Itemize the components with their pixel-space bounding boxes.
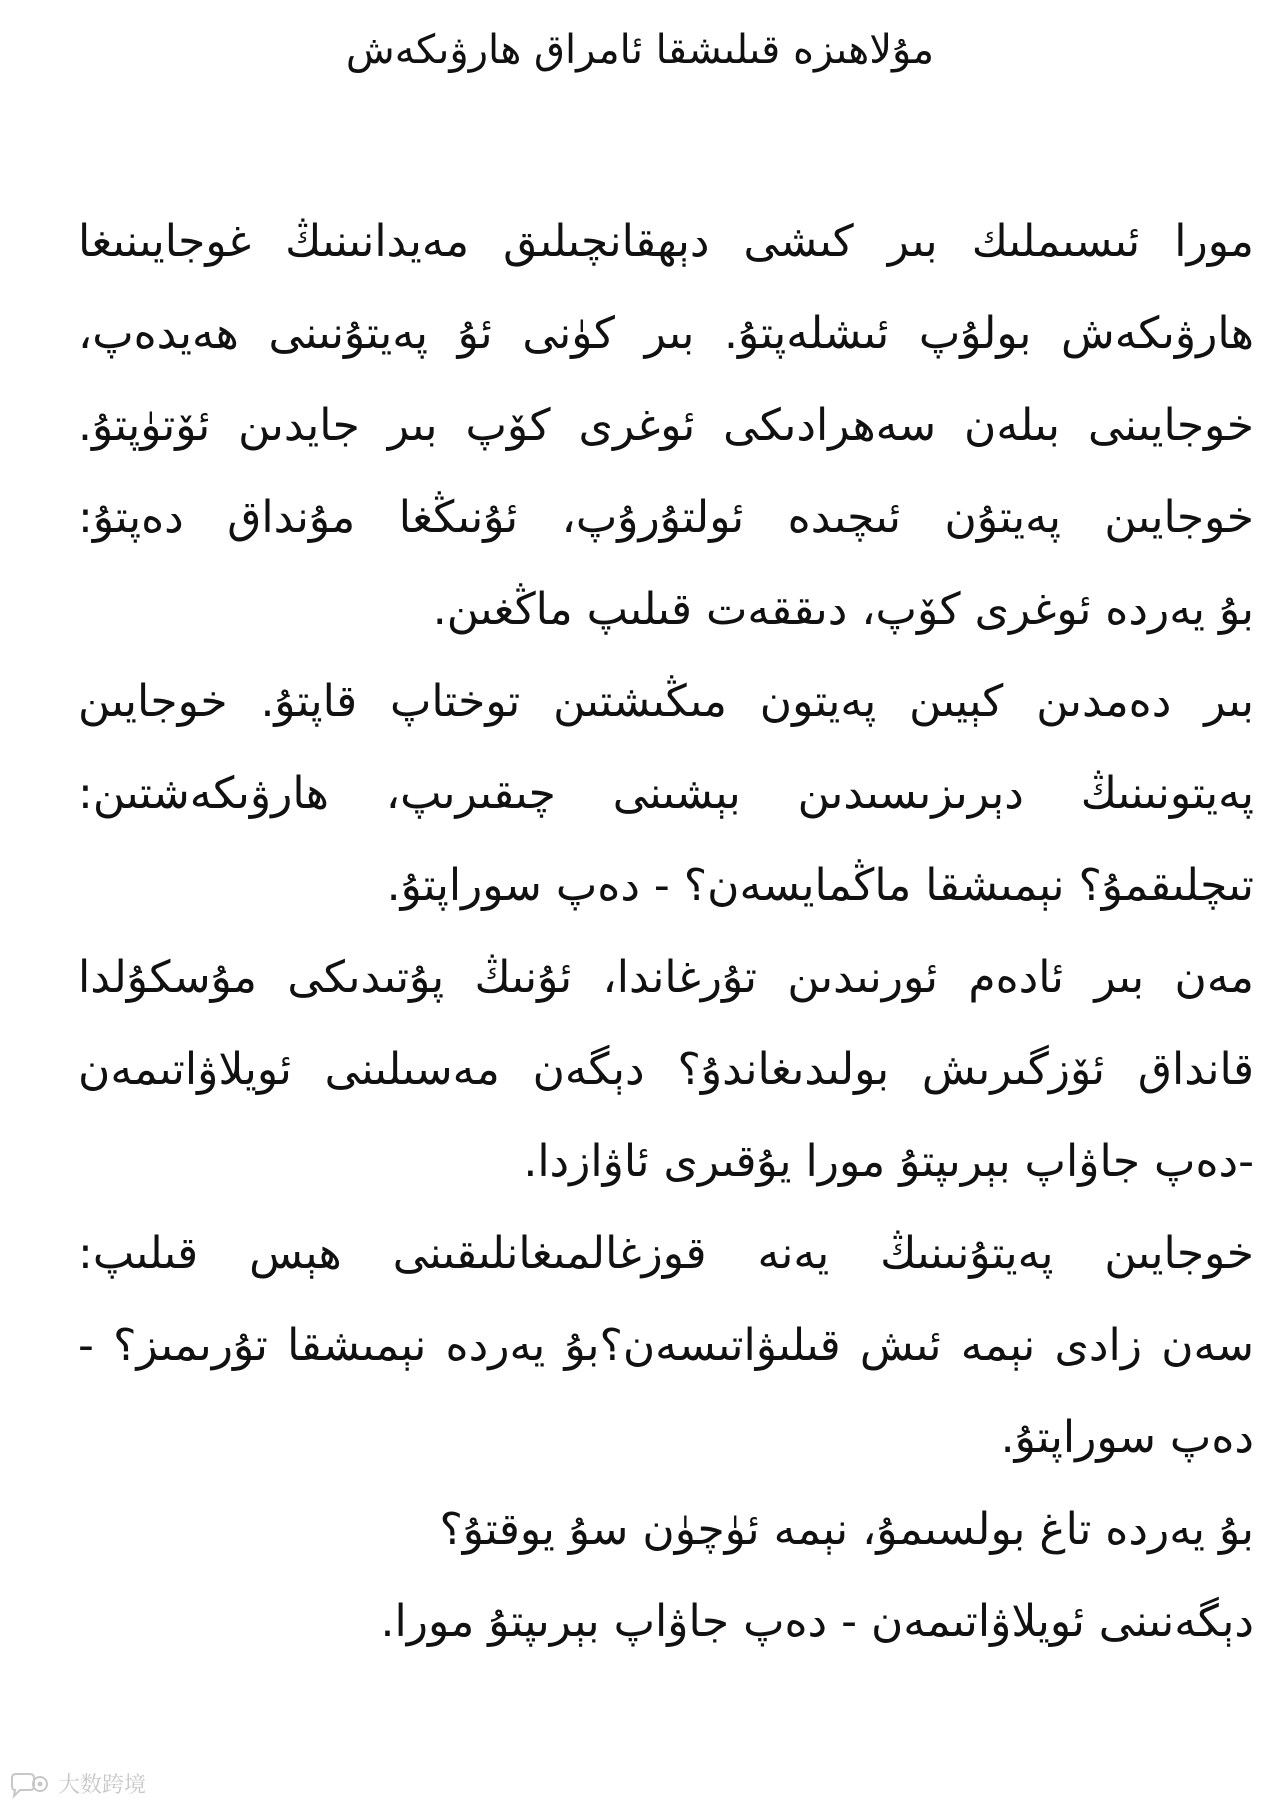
text-line: ھارۋىكەش بولۇپ ئىشلەپتۇ. بىر كۈنى ئۇ پەيتۇنىنى ھەيدەپ، bbox=[78, 308, 1254, 359]
text-line: بۇ يەردە ئوغرى كۆپ، دىققەت قىلىپ ماڭغىن. bbox=[432, 584, 1254, 635]
story-body bbox=[78, 196, 1254, 1668]
text-line: مەن بىر ئادەم ئورنىدىن تۇرغاندا، ئۇنىڭ پۇتىدىكى مۇسكۇلدا bbox=[78, 952, 1254, 1003]
text-line: قانداق ئۆزگىرىش بولىدىغاندۇ؟ دېگەن مەسىلىنى ئويلاۋاتىمەن bbox=[78, 1044, 1254, 1095]
text-line: دېگەنىنى ئويلاۋاتىمەن - دەپ جاۋاپ بېرىپتۇ مورا. bbox=[380, 1596, 1254, 1647]
watermark-text: 大数跨境 bbox=[58, 1773, 147, 1798]
watermark bbox=[8, 1772, 146, 1800]
text-line: دەپ سوراپتۇ. bbox=[1000, 1412, 1254, 1463]
text-line: بۇ يەردە تاغ بولسىمۇ، نېمە ئۈچۈن سۇ يوقتۇ؟ bbox=[439, 1504, 1254, 1555]
text-line: -دەپ جاۋاپ بېرىپتۇ مورا يۇقىرى ئاۋازدا. bbox=[523, 1136, 1254, 1187]
text-line: پەيتونىنىڭ دېرىزىسىدىن بېشىنى چىقىرىپ، ھارۋىكەشتىن: bbox=[78, 768, 1254, 819]
text-line: خوجايىنى بىلەن سەھرادىكى ئوغرى كۆپ بىر جايدىن ئۆتۈپتۇ. bbox=[78, 400, 1254, 451]
text-line: خوجايىن پەيتۇن ئىچىدە ئولتۇرۇپ، ئۇنىڭغا مۇنداق دەپتۇ: bbox=[78, 492, 1254, 543]
text-line: تىچلىقمۇ؟ نېمىشقا ماڭمايسەن؟ - دەپ سوراپتۇ. bbox=[386, 860, 1254, 911]
text-line: سەن زادى نېمە ئىش قىلىۋاتىسەن؟بۇ يەردە نېمىشقا تۇرىمىز؟ - bbox=[78, 1320, 1254, 1371]
document-title: مۇلاھىزە قىلىشقا ئامراق ھارۋىكەش bbox=[345, 27, 935, 73]
text-line: مورا ئىسىملىك بىر كىشى دېھقانچىلىق مەيدانىنىڭ غوجايىنىغا bbox=[78, 216, 1254, 267]
chat-bubble-logo-icon bbox=[8, 1772, 52, 1800]
text-line: بىر دەمدىن كېيىن پەيتون مىڭىشتىن توختاپ قاپتۇ. خوجايىن bbox=[78, 676, 1254, 727]
text-line: خوجايىن پەيتۇنىنىڭ يەنە قوزغالمىغانلىقىنى ھېس قىلىپ: bbox=[78, 1228, 1254, 1279]
